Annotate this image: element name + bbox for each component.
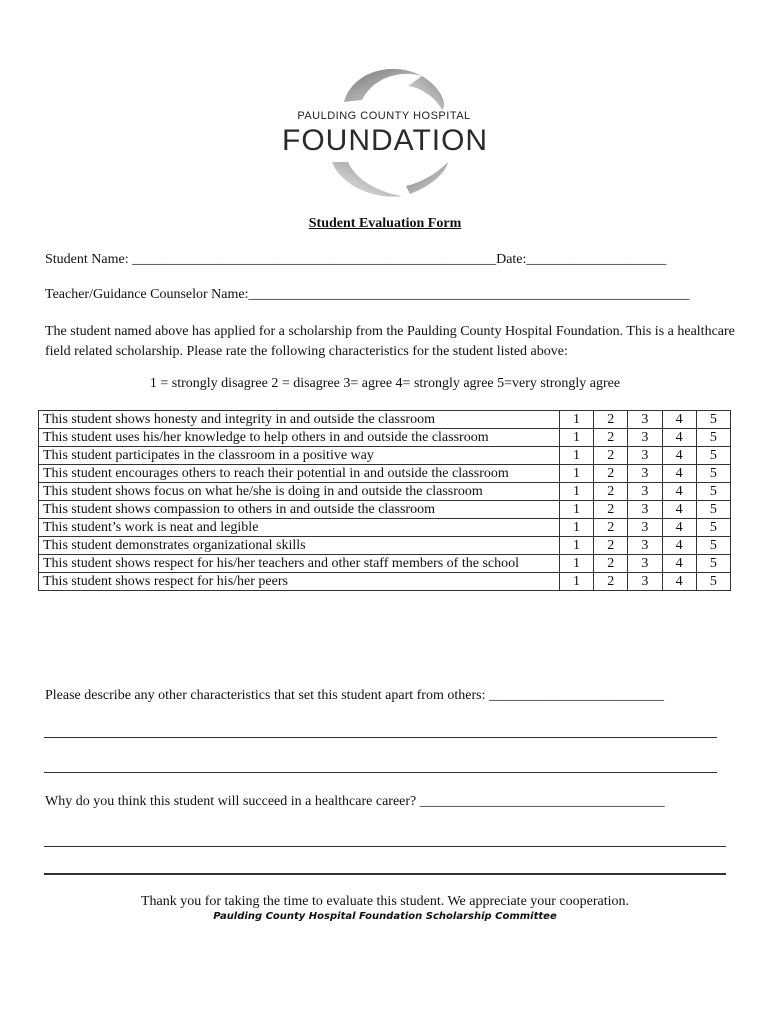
rating-option-1[interactable]: 1 [559, 447, 593, 465]
rating-option-1[interactable]: 1 [559, 483, 593, 501]
criterion-text: This student’s work is neat and legible [39, 519, 560, 537]
rating-option-5[interactable]: 5 [696, 519, 730, 537]
rating-option-2[interactable]: 2 [594, 519, 628, 537]
rating-option-1[interactable]: 1 [559, 429, 593, 447]
logo-text-line2: FOUNDATION [282, 124, 489, 157]
rating-option-2[interactable]: 2 [594, 501, 628, 519]
teacher-name-field[interactable]: Teacher/Guidance Counselor Name:_______________________________________________________________ [45, 287, 690, 302]
foundation-logo [282, 62, 492, 200]
rating-option-4[interactable]: 4 [662, 465, 696, 483]
table-row [39, 483, 731, 501]
rating-option-2[interactable]: 2 [594, 573, 628, 591]
criterion-text: This student shows compassion to others in and outside the classroom [39, 501, 560, 519]
rating-option-1[interactable]: 1 [559, 519, 593, 537]
rating-option-5[interactable]: 5 [696, 573, 730, 591]
rating-option-1[interactable]: 1 [559, 501, 593, 519]
thank-you-text: Thank you for taking the time to evaluate this student. We appreciate your cooperation. [140, 894, 630, 909]
logo-text-line1: PAULDING COUNTY HOSPITAL [297, 110, 471, 122]
divider [44, 873, 726, 875]
rating-option-4[interactable]: 4 [662, 573, 696, 591]
table-row [39, 411, 731, 429]
rating-option-5[interactable]: 5 [696, 465, 730, 483]
table-row [39, 447, 731, 465]
rating-option-4[interactable]: 4 [662, 429, 696, 447]
rating-option-4[interactable]: 4 [662, 483, 696, 501]
rating-option-1[interactable]: 1 [559, 465, 593, 483]
committee-signature: Paulding County Hospital Foundation Scholarship Committee [213, 911, 557, 922]
rating-option-4[interactable]: 4 [662, 519, 696, 537]
table-row [39, 429, 731, 447]
table-row [39, 555, 731, 573]
criterion-text: This student uses his/her knowledge to help others in and outside the classroom [39, 429, 560, 447]
rating-option-3[interactable]: 3 [628, 519, 662, 537]
table-row [39, 519, 731, 537]
rating-option-1[interactable]: 1 [559, 573, 593, 591]
rating-option-3[interactable]: 3 [628, 537, 662, 555]
form-title: Student Evaluation Form [308, 216, 462, 231]
rating-option-1[interactable]: 1 [559, 537, 593, 555]
rating-option-5[interactable]: 5 [696, 537, 730, 555]
criterion-text: This student encourages others to reach their potential in and outside the classroom [39, 465, 560, 483]
rating-option-5[interactable]: 5 [696, 555, 730, 573]
rating-option-3[interactable]: 3 [628, 465, 662, 483]
rating-option-3[interactable]: 3 [628, 483, 662, 501]
rating-option-3[interactable]: 3 [628, 555, 662, 573]
table-row [39, 465, 731, 483]
criterion-text: This student shows respect for his/her teachers and other staff members of the school [39, 555, 560, 573]
rating-option-2[interactable]: 2 [594, 447, 628, 465]
question-healthcare-career[interactable]: Why do you think this student will succeed in a healthcare career? ___________________________________ [45, 794, 665, 809]
rating-option-5[interactable]: 5 [696, 429, 730, 447]
rating-option-5[interactable]: 5 [696, 501, 730, 519]
intro-paragraph: The student named above has applied for a scholarship from the Paulding County Hospital Foundation. This is a healthcare field related scholarship. Please rate the following characteristics for the student listed above: [45, 324, 735, 359]
rating-option-2[interactable]: 2 [594, 537, 628, 555]
rating-option-5[interactable]: 5 [696, 447, 730, 465]
rating-option-5[interactable]: 5 [696, 483, 730, 501]
rating-option-3[interactable]: 3 [628, 501, 662, 519]
question-other-characteristics[interactable]: Please describe any other characteristics that set this student apart from others: _________________________ [45, 688, 664, 703]
rating-option-4[interactable]: 4 [662, 411, 696, 429]
criterion-text: This student shows respect for his/her peers [39, 573, 560, 591]
rating-option-2[interactable]: 2 [594, 429, 628, 447]
criterion-text: This student demonstrates organizational skills [39, 537, 560, 555]
table-row [39, 537, 731, 555]
student-name-field[interactable]: Student Name: ____________________________________________________Date:____________________ [45, 252, 667, 267]
rating-option-2[interactable]: 2 [594, 555, 628, 573]
table-row [39, 501, 731, 519]
rating-option-3[interactable]: 3 [628, 429, 662, 447]
rating-option-1[interactable]: 1 [559, 411, 593, 429]
answer-line[interactable] [44, 772, 717, 773]
rating-table [38, 410, 731, 591]
rating-option-4[interactable]: 4 [662, 537, 696, 555]
criterion-text: This student shows honesty and integrity in and outside the classroom [39, 411, 560, 429]
rating-option-3[interactable]: 3 [628, 447, 662, 465]
rating-option-5[interactable]: 5 [696, 411, 730, 429]
rating-option-2[interactable]: 2 [594, 411, 628, 429]
rating-scale-legend: 1 = strongly disagree 2 = disagree 3= agree 4= strongly agree 5=very strongly agree [149, 376, 621, 391]
answer-line[interactable] [44, 737, 717, 738]
table-row [39, 573, 731, 591]
criterion-text: This student participates in the classroom in a positive way [39, 447, 560, 465]
rating-option-2[interactable]: 2 [594, 465, 628, 483]
rating-option-3[interactable]: 3 [628, 573, 662, 591]
rating-option-4[interactable]: 4 [662, 555, 696, 573]
answer-line[interactable] [44, 846, 726, 847]
rating-option-3[interactable]: 3 [628, 411, 662, 429]
rating-option-2[interactable]: 2 [594, 483, 628, 501]
rating-option-1[interactable]: 1 [559, 555, 593, 573]
rating-option-4[interactable]: 4 [662, 501, 696, 519]
criterion-text: This student shows focus on what he/she is doing in and outside the classroom [39, 483, 560, 501]
rating-option-4[interactable]: 4 [662, 447, 696, 465]
